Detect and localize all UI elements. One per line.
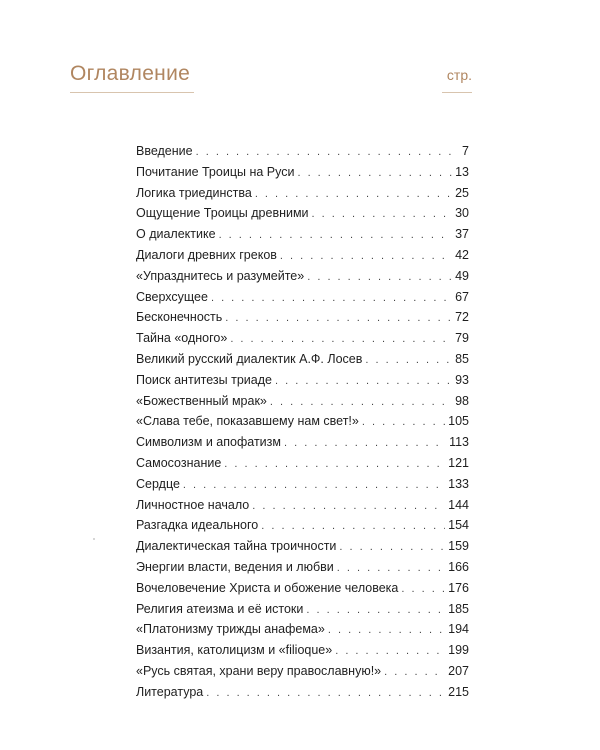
toc-entry-title: Великий русский диалектик А.Ф. Лосев <box>136 351 363 366</box>
toc-entry-page: 79 <box>455 331 469 346</box>
toc-entry-title: Сверхсущее <box>136 289 208 304</box>
toc-entry <box>136 560 469 581</box>
toc-entry-page: 30 <box>455 206 469 221</box>
toc-entry-title: Введение <box>136 144 193 158</box>
dot-leader <box>255 188 452 200</box>
toc-entry-title: Самосознание <box>136 455 222 470</box>
toc-entry-page: 85 <box>455 351 469 366</box>
toc-entry-page: 176 <box>448 580 469 595</box>
toc-entry-page: 105 <box>448 414 469 429</box>
dot-leader <box>337 562 445 574</box>
toc-entry-title: «Слава тебе, показавшему нам свет!» <box>136 414 359 429</box>
toc-entry-title: Поиск антитезы триаде <box>136 372 272 387</box>
toc-entry-page: 194 <box>448 622 469 637</box>
dot-leader <box>306 604 445 616</box>
toc-entry <box>136 518 469 539</box>
toc-entry-page: 7 <box>462 144 469 158</box>
toc-entry-title: Литература <box>136 684 204 699</box>
toc-entry-page: 93 <box>455 372 469 387</box>
toc-entry <box>136 643 469 664</box>
toc-entry <box>136 290 469 311</box>
toc-entry <box>136 622 469 643</box>
toc-entry-title: О диалектике <box>136 227 216 242</box>
toc-entry-page: 154 <box>448 518 469 533</box>
toc-entry-title: Ощущение Троицы древними <box>136 206 309 221</box>
dot-leader <box>335 645 445 657</box>
dot-leader <box>384 666 445 678</box>
toc-entry <box>136 206 469 227</box>
toc-entry <box>136 477 469 498</box>
toc-entry-title: Тайна «одного» <box>136 331 228 346</box>
dot-leader <box>365 354 452 366</box>
toc-entry-title: Символизм и апофатизм <box>136 435 281 450</box>
dot-leader <box>280 250 452 262</box>
dot-leader <box>284 437 446 449</box>
toc-entry <box>136 144 469 165</box>
toc-entry-title: «Платонизму трижды анафема» <box>136 622 325 637</box>
toc-entry <box>136 498 469 519</box>
toc-entry <box>136 581 469 602</box>
toc-entry-title: Личностное начало <box>136 497 250 512</box>
toc-entry-title: «Русь святая, храни веру православную!» <box>136 663 382 678</box>
toc-entry-page: 98 <box>455 393 469 408</box>
toc-entry <box>136 456 469 477</box>
dot-leader <box>401 583 445 595</box>
toc-entry <box>136 310 469 331</box>
dot-leader <box>224 458 445 470</box>
page-column-label: стр. <box>446 67 472 83</box>
toc-entry <box>136 186 469 207</box>
toc-entry <box>136 664 469 685</box>
toc-entry-title: Религия атеизма и её истоки <box>136 601 304 616</box>
toc-entry-title: Энергии власти, ведения и любви <box>136 559 334 574</box>
dot-leader <box>206 687 445 699</box>
toc-entry <box>136 373 469 394</box>
toc-entry-title: Вочеловечение Христа и обожение человека <box>136 580 399 595</box>
toc-entry-page: 13 <box>455 164 469 179</box>
dot-leader <box>211 292 452 304</box>
table-of-contents <box>136 144 469 706</box>
toc-entry <box>136 269 469 290</box>
toc-entry-title: Логика триединства <box>136 185 252 200</box>
toc-entry-page: 199 <box>448 643 469 658</box>
dot-leader <box>261 520 445 532</box>
toc-entry-title: «Божественный мрак» <box>136 393 267 408</box>
page-label-underline <box>442 92 472 93</box>
dot-leader <box>307 271 452 283</box>
toc-entry-page: 49 <box>455 268 469 283</box>
dot-leader <box>362 416 445 428</box>
dot-leader <box>219 229 453 241</box>
toc-entry <box>136 165 469 186</box>
toc-entry-title: Бесконечность <box>136 310 223 325</box>
toc-entry-page: 133 <box>448 476 469 491</box>
toc-entry-title: Почитание Троицы на Руси <box>136 164 295 179</box>
dot-leader <box>297 167 452 179</box>
toc-entry <box>136 331 469 352</box>
toc-entry-page: 121 <box>448 455 469 470</box>
dot-leader <box>225 312 452 324</box>
toc-entry-title: Диалектическая тайна троичности <box>136 539 337 554</box>
dot-leader <box>275 375 452 387</box>
toc-entry <box>136 414 469 435</box>
paper-speck <box>93 538 95 540</box>
toc-entry <box>136 539 469 560</box>
toc-entry <box>136 394 469 415</box>
toc-entry-page: 37 <box>455 227 469 242</box>
toc-entry-page: 159 <box>448 539 469 554</box>
dot-leader <box>328 624 445 636</box>
toc-header <box>70 62 472 98</box>
toc-entry <box>136 435 469 456</box>
toc-entry-page: 215 <box>448 684 469 699</box>
toc-entry <box>136 227 469 248</box>
toc-entry-page: 207 <box>448 663 469 678</box>
toc-entry-title: Сердце <box>136 476 180 491</box>
toc-entry <box>136 685 469 706</box>
toc-entry-page: 72 <box>455 310 469 325</box>
dot-leader <box>312 208 453 220</box>
toc-entry-page: 67 <box>455 289 469 304</box>
toc-entry-page: 166 <box>448 559 469 574</box>
dot-leader <box>183 479 445 491</box>
toc-entry-title: «Упразднитесь и разумейте» <box>136 268 305 283</box>
toc-entry-page: 42 <box>455 247 469 262</box>
dot-leader <box>252 500 445 512</box>
toc-entry-title: Диалоги древних греков <box>136 247 277 262</box>
toc-entry <box>136 248 469 269</box>
dot-leader <box>270 396 452 408</box>
dot-leader <box>196 146 459 158</box>
toc-entry-page: 185 <box>448 601 469 616</box>
toc-entry-page: 144 <box>448 497 469 512</box>
toc-entry-page: 25 <box>455 185 469 200</box>
dot-leader <box>230 333 452 345</box>
toc-entry <box>136 352 469 373</box>
toc-entry <box>136 602 469 623</box>
toc-entry-title: Разгадка идеального <box>136 518 259 533</box>
title-underline <box>70 92 194 93</box>
toc-entry-page: 113 <box>449 435 469 450</box>
toc-entry-title: Византия, католицизм и «filioque» <box>136 643 333 658</box>
dot-leader <box>339 541 445 553</box>
page-title: Оглавление <box>70 62 191 85</box>
